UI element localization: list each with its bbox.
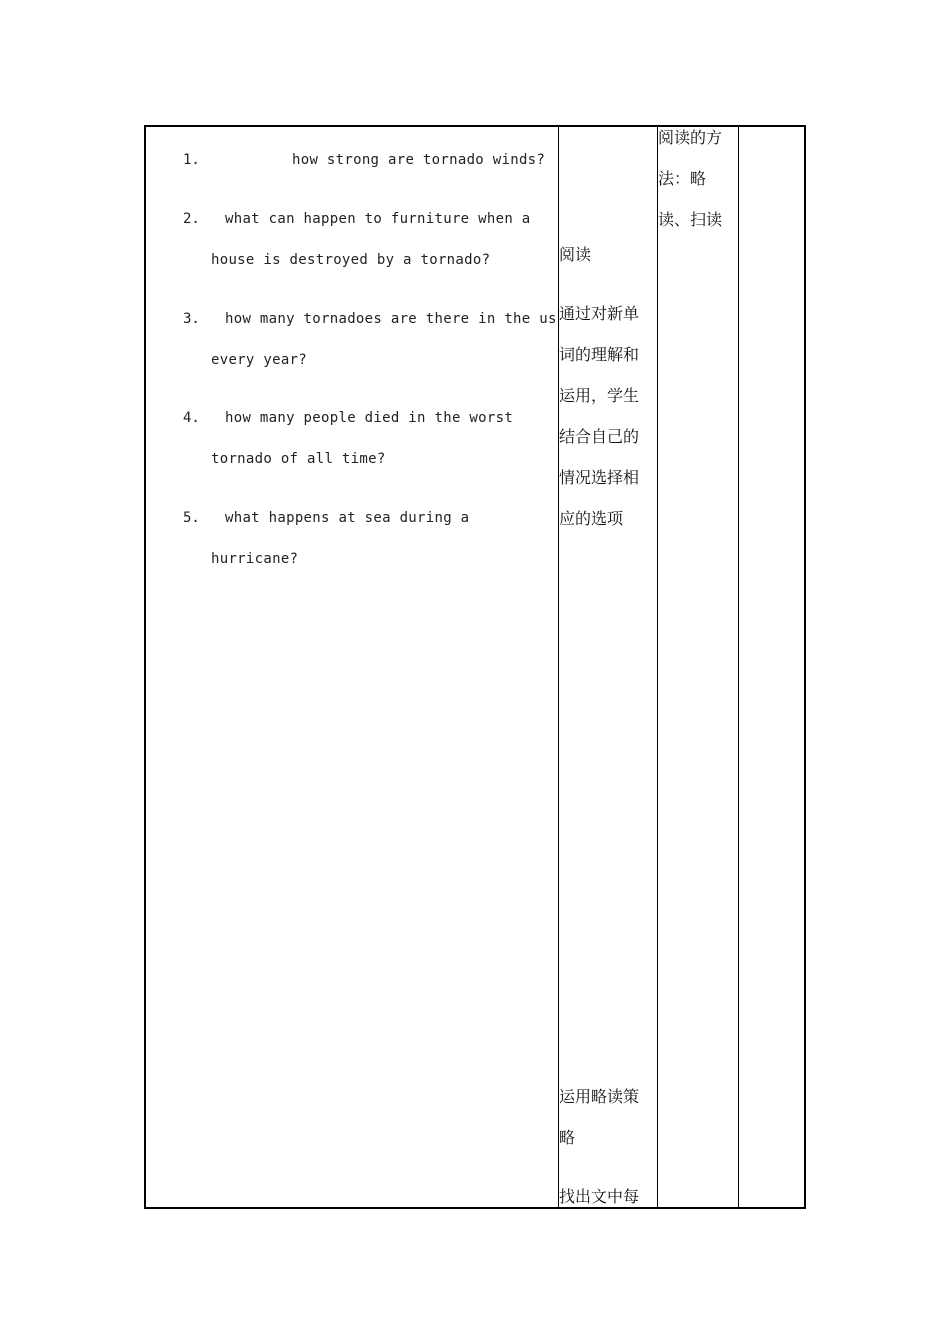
strategy-line-2: 略	[559, 1128, 576, 1147]
purpose-line-3: 运用，学生	[559, 386, 640, 405]
bottom-text: 找出文中每	[559, 1187, 640, 1206]
purpose-line-5: 情况选择相	[559, 468, 640, 487]
question-5-text-line2: hurricane?	[211, 551, 299, 567]
method-line-3: 读、扫读	[658, 210, 723, 229]
question-4-text-line1: how many people died in the worst	[225, 410, 514, 426]
purpose-line-1: 通过对新单	[559, 304, 640, 323]
column-divider-2	[657, 127, 658, 1207]
column-divider-3	[738, 127, 739, 1207]
question-4-text-line2: tornado of all time?	[211, 451, 386, 467]
reading-heading: 阅读	[559, 245, 592, 264]
purpose-line-6: 应的选项	[559, 509, 624, 528]
question-2-number: 2.	[183, 211, 200, 227]
question-1-text: how strong are tornado winds?	[292, 152, 546, 168]
purpose-line-2: 词的理解和	[559, 345, 640, 364]
question-5-number: 5.	[183, 510, 200, 526]
question-1-number: 1.	[183, 152, 200, 168]
question-2-text-line2: house is destroyed by a tornado?	[211, 252, 491, 268]
question-3-text-line2: every year?	[211, 352, 308, 368]
question-2-text-line1: what can happen to furniture when a	[225, 211, 531, 227]
method-line-2: 法：略	[658, 169, 707, 188]
method-line-1: 阅读的方	[658, 128, 723, 147]
question-3-text-line1: how many tornadoes are there in the us	[225, 311, 557, 327]
question-3-number: 3.	[183, 311, 200, 327]
strategy-line-1: 运用略读策	[559, 1087, 640, 1106]
column-divider-1	[558, 127, 559, 1207]
purpose-line-4: 结合自己的	[559, 427, 640, 446]
question-5-text-line1: what happens at sea during a	[225, 510, 470, 526]
question-4-number: 4.	[183, 410, 200, 426]
lesson-plan-table	[144, 125, 806, 1209]
